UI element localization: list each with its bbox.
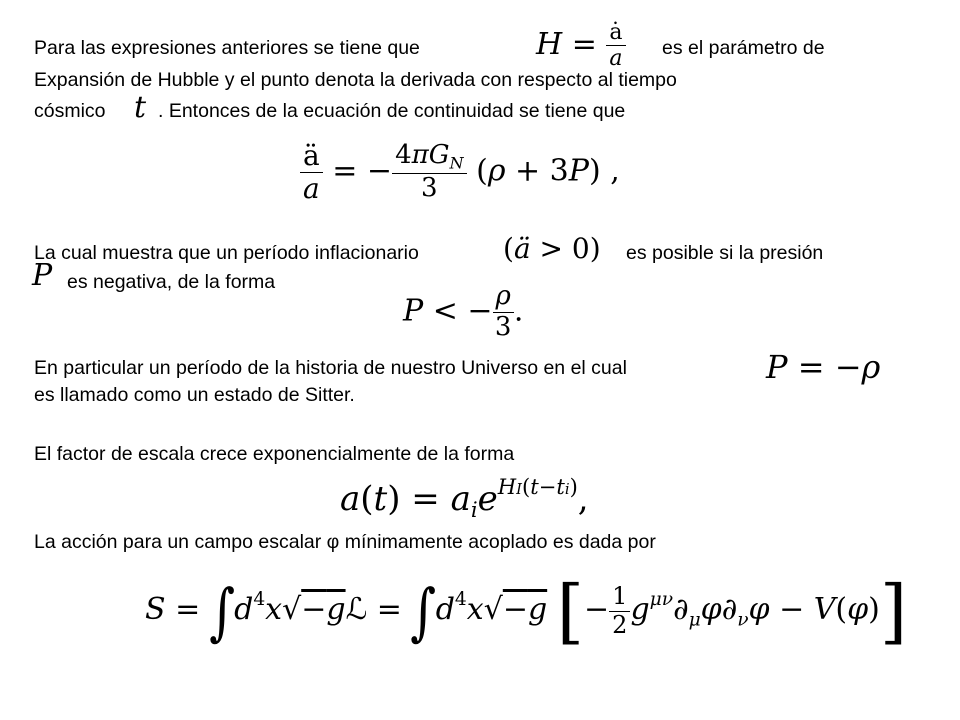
- inflation-condition-formula: (ä > 0): [503, 232, 601, 265]
- time-variable-t: t: [134, 90, 147, 125]
- paragraph-4-line-1: El factor de escala crece exponencialmente de la forma: [34, 443, 515, 465]
- paragraph-1-line-2: Expansión de Hubble y el punto denota la derivada con respecto al tiempo: [34, 69, 677, 91]
- scalar-field-action-formula: $S = \int d^4x√-gℒ = \int d^4x√-g$ [− $\frac{1}{2}$ $g^{\mu\nu}\partial_\mu\varphi\partial_\nu\varphi - V(\varphi)$]: [145, 570, 908, 652]
- paragraph-2-line-1b: es posible si la presión: [626, 242, 824, 264]
- paragraph-3-line-2: es llamado como un estado de Sitter.: [34, 384, 355, 406]
- pressure-inequality-formula: P < − $\frac{\rho}{3}$ .: [403, 281, 524, 342]
- paragraph-5-line-1: La acción para un campo escalar φ mínimamente acoplado es dada por: [34, 531, 656, 553]
- paragraph-1-line-3b: . Entonces de la ecuación de continuidad se tiene que: [158, 100, 626, 122]
- paragraph-1-line-1b: es el parámetro de: [662, 37, 825, 59]
- paragraph-2-line-2: es negativa, de la forma: [67, 271, 276, 293]
- pressure-variable-p: P: [32, 258, 53, 293]
- hubble-parameter-formula: H = $\frac{ȧ}{a}$: [536, 20, 626, 72]
- paragraph-1-line-3a: cósmico: [34, 100, 106, 122]
- acceleration-equation: $\frac{ä}{a}$ = − $\frac{4\pi G_N}{3}$ (ρ + 3P) ,: [300, 140, 620, 205]
- paragraph-3-line-1: En particular un período de la historia de nuestro Universo en el cual: [34, 357, 627, 379]
- scale-factor-formula: $a(t) = a_ie^{HI(t-ti)}$,: [340, 474, 589, 523]
- paragraph-1-line-1a: Para las expresiones anteriores se tiene que: [34, 37, 420, 59]
- de-sitter-condition-formula: P = −ρ: [766, 348, 881, 386]
- paragraph-2-line-1a: La cual muestra que un período inflacionario: [34, 242, 419, 264]
